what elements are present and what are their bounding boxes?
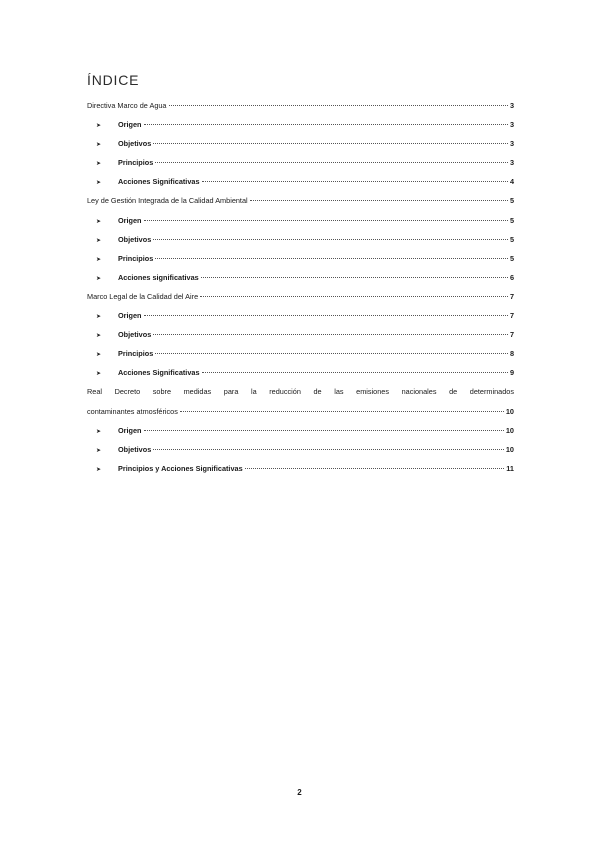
arrow-bullet-icon: ➤ <box>96 466 102 473</box>
toc-subentry-principios-acciones[interactable] <box>87 459 514 478</box>
toc-entry-label: Objetivos <box>118 234 152 244</box>
dot-leader <box>153 449 504 450</box>
toc-entry-label: Objetivos <box>118 139 152 149</box>
arrow-bullet-icon: ➤ <box>96 352 102 359</box>
toc-entry-label: Directiva Marco de Agua <box>87 101 167 110</box>
arrow-bullet-icon: ➤ <box>96 371 102 378</box>
dot-leader <box>153 239 508 240</box>
arrow-bullet-icon: ➤ <box>96 333 102 340</box>
toc-title: ÍNDICE <box>87 72 140 88</box>
toc-entry-label: Marco Legal de la Calidad del Aire <box>87 291 199 301</box>
toc-entry-directiva-marco-agua[interactable] <box>87 96 514 115</box>
arrow-bullet-icon: ➤ <box>96 180 102 187</box>
toc-entry-label: Objetivos <box>118 330 152 340</box>
toc-subentry-objetivos[interactable] <box>87 440 514 459</box>
dot-leader <box>200 296 508 297</box>
toc-entry-page: 6 <box>509 272 514 282</box>
dot-leader <box>202 181 508 182</box>
toc-entry-label: Principios <box>118 349 154 359</box>
toc-entry-label: Acciones Significativas <box>118 177 200 187</box>
arrow-bullet-icon: ➤ <box>96 237 102 244</box>
page-number: 2 <box>297 788 302 797</box>
dot-leader <box>169 105 508 106</box>
dot-leader <box>245 468 505 469</box>
toc-subentry-objetivos[interactable] <box>87 134 514 153</box>
toc-subentry-acciones[interactable] <box>87 363 514 382</box>
toc-subentry-principios[interactable] <box>87 344 514 363</box>
toc-entry-label: Acciones Significativas <box>118 368 200 378</box>
table-of-contents <box>87 96 514 478</box>
toc-subentry-objetivos[interactable] <box>87 325 514 344</box>
toc-entry-label: Origen <box>118 215 142 225</box>
toc-entry-page: 4 <box>509 177 514 187</box>
toc-subentry-principios[interactable] <box>87 249 514 268</box>
arrow-bullet-icon: ➤ <box>96 428 102 435</box>
dot-leader <box>153 143 508 144</box>
toc-entry-page: 5 <box>509 253 514 263</box>
toc-entry-page: 5 <box>509 196 514 206</box>
toc-entry-label: Principios y Acciones Significativas <box>118 463 243 473</box>
dot-leader <box>144 315 508 316</box>
toc-entry-page: 11 <box>506 463 514 473</box>
arrow-bullet-icon: ➤ <box>96 218 102 225</box>
arrow-bullet-icon: ➤ <box>96 447 102 454</box>
toc-entry-page: 10 <box>505 406 514 416</box>
toc-entry-label: Principios <box>118 253 154 263</box>
toc-subentry-acciones[interactable] <box>87 268 514 287</box>
toc-entry-real-decreto[interactable] <box>87 382 514 420</box>
toc-entry-page: 7 <box>509 291 514 301</box>
dot-leader <box>155 162 508 163</box>
toc-entry-page: 5 <box>509 215 514 225</box>
dot-leader <box>144 220 508 221</box>
toc-subentry-origen[interactable] <box>87 421 514 440</box>
toc-subentry-objetivos[interactable] <box>87 230 514 249</box>
toc-entry-label: contaminantes atmosféricos <box>87 406 178 416</box>
toc-entry-page: 10 <box>505 444 514 454</box>
toc-subentry-acciones[interactable] <box>87 172 514 191</box>
dot-leader <box>144 124 508 125</box>
dot-leader <box>202 372 508 373</box>
toc-entry-label: Origen <box>118 311 142 321</box>
toc-entry-label-line2 <box>87 402 514 421</box>
toc-entry-label: Objetivos <box>118 444 152 454</box>
toc-subentry-origen[interactable] <box>87 115 514 134</box>
toc-entry-marco-legal-aire[interactable] <box>87 287 514 306</box>
arrow-bullet-icon: ➤ <box>96 123 102 130</box>
toc-entry-page: 10 <box>505 425 514 435</box>
toc-subentry-principios[interactable] <box>87 153 514 172</box>
toc-entry-ley-gestion-integrada[interactable] <box>87 191 514 210</box>
toc-entry-page: 5 <box>509 234 514 244</box>
dot-leader <box>155 353 508 354</box>
toc-entry-page: 3 <box>509 101 514 110</box>
toc-entry-label: Ley de Gestión Integrada de la Calidad Ambiental <box>87 196 248 206</box>
toc-entry-label: Origen <box>118 120 142 130</box>
dot-leader <box>144 430 504 431</box>
dot-leader <box>250 200 508 201</box>
dot-leader <box>153 334 508 335</box>
arrow-bullet-icon: ➤ <box>96 275 102 282</box>
dot-leader <box>201 277 508 278</box>
toc-entry-label-line1 <box>87 382 514 401</box>
toc-subentry-origen[interactable] <box>87 211 514 230</box>
arrow-bullet-icon: ➤ <box>96 161 102 168</box>
toc-entry-label: Principios <box>118 158 154 168</box>
toc-entry-page: 9 <box>509 368 514 378</box>
toc-entry-page: 3 <box>509 120 514 130</box>
toc-entry-label: Origen <box>118 425 142 435</box>
arrow-bullet-icon: ➤ <box>96 314 102 321</box>
toc-entry-page: 3 <box>509 158 514 168</box>
arrow-bullet-icon: ➤ <box>96 256 102 263</box>
toc-entry-page: 8 <box>509 349 514 359</box>
toc-entry-page: 7 <box>509 330 514 340</box>
toc-entry-page: 7 <box>509 311 514 321</box>
toc-entry-label: Acciones significativas <box>118 272 199 282</box>
toc-entry-label: Real Decreto sobre medidas para la reducción de las emisiones nacionales de determinados <box>87 387 514 397</box>
toc-subentry-origen[interactable] <box>87 306 514 325</box>
dot-leader <box>180 411 504 412</box>
toc-entry-page: 3 <box>509 139 514 149</box>
arrow-bullet-icon: ➤ <box>96 142 102 149</box>
dot-leader <box>155 258 508 259</box>
